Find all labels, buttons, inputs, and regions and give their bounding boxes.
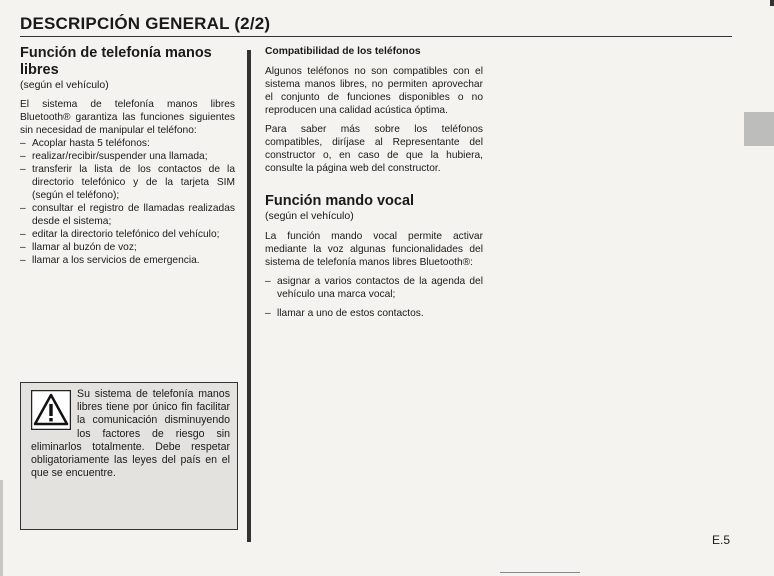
list-item: – editar la directorio telefónico del vehículo; <box>20 228 235 241</box>
page-number: E.5 <box>712 533 731 547</box>
list-item: – llamar a uno de estos contactos. <box>265 307 483 320</box>
list-item: – consultar el registro de llamadas realizadas desde el sistema; <box>20 202 235 228</box>
list-item: – transferir la lista de los contactos de la directorio telefónico y de la tarjeta SIM (según el teléfono); <box>20 163 235 202</box>
hands-free-subtitle: (según el vehículo) <box>20 79 109 91</box>
list-item: – asignar a varios contactos de la agenda del vehículo una marca vocal; <box>265 275 483 301</box>
hands-free-function-list <box>20 137 235 267</box>
voice-control-intro: La función mando vocal permite activar mediante la voz algunas funcionalidades del sistema de telefonía manos libres Bluetooth®: <box>265 231 483 268</box>
list-item: – realizar/recibir/suspender una llamada; <box>20 150 235 163</box>
voice-control-list <box>265 275 483 320</box>
side-tab-marker <box>744 112 774 146</box>
page-edge-shadow <box>0 480 3 576</box>
list-item: – Acoplar hasta 5 teléfonos: <box>20 137 235 150</box>
warning-triangle-icon <box>31 390 71 430</box>
compatibility-heading: Compatibilidad de los teléfonos <box>265 46 421 57</box>
hands-free-intro: El sistema de telefonía manos libres Bluetooth® garantiza las funciones siguientes sin necesidad de manipular el teléfono: <box>20 99 235 136</box>
title-rule <box>20 36 732 37</box>
compatibility-paragraph-2: Para saber más sobre los teléfonos compatibles, diríjase al Representante del constructor o, en caso de que la hubiera, consulte la página web del constructor. <box>265 124 483 174</box>
list-item: – llamar al buzón de voz; <box>20 241 235 254</box>
warning-text: Su sistema de telefonía manos libres tiene por único fin facilitar la comunicación disminuyendo los factores de riesgo sin eliminarlos totalmente. Debe respetar obligatoriamente las leyes del país en el que se encuentre. <box>31 388 230 480</box>
right-column <box>265 45 483 320</box>
column-divider <box>247 50 251 542</box>
page-title: DESCRIPCIÓN GENERAL (2/2) <box>20 14 271 33</box>
bottom-edge-mark <box>500 572 580 573</box>
warning-box <box>20 382 238 530</box>
compatibility-paragraph-1: Algunos teléfonos no son compatibles con el sistema manos libres, no permiten aprovechar el conjunto de funciones disponibles o no reproducen una calidad acústica óptima. <box>265 66 483 116</box>
hands-free-heading: Función de telefonía manos libres <box>20 45 212 78</box>
left-column <box>20 45 235 267</box>
voice-control-subtitle: (según el vehículo) <box>265 210 354 222</box>
list-item: – llamar a los servicios de emergencia. <box>20 254 235 267</box>
voice-control-heading: Función mando vocal <box>265 193 415 209</box>
corner-mark <box>770 0 774 6</box>
